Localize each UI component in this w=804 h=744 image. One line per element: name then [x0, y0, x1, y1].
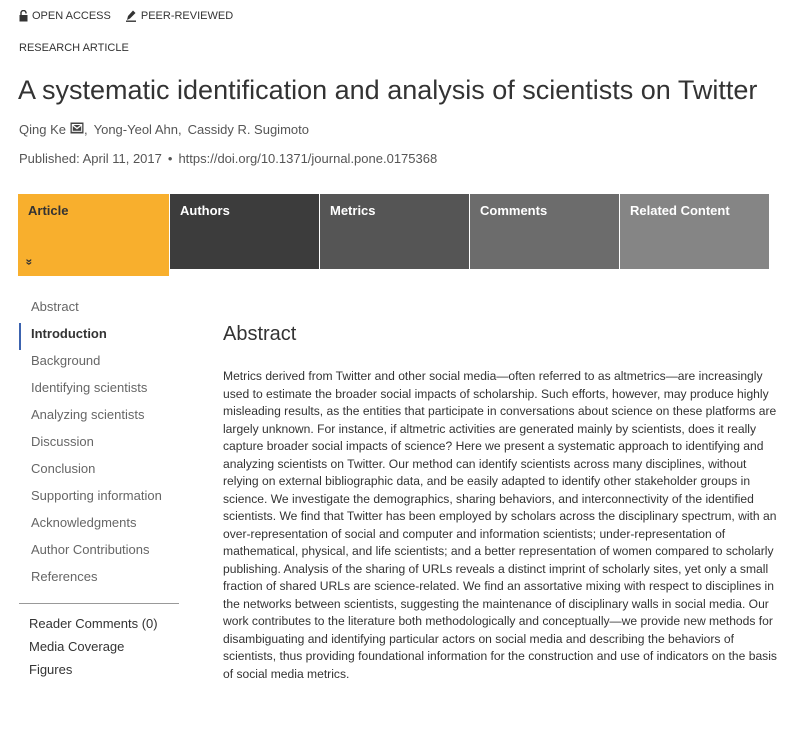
peer-reviewed-badge: [125, 9, 233, 22]
article-title: A systematic identification and analysis of scientists on Twitter: [18, 75, 758, 105]
author-separator: ,: [177, 122, 182, 137]
article-type: RESEARCH ARTICLE: [19, 42, 129, 54]
tab-label: Metrics: [330, 203, 376, 218]
doi-link[interactable]: https://doi.org/10.1371/journal.pone.0175368: [178, 151, 438, 166]
author-list: [19, 122, 309, 137]
peer-reviewed-label: PEER-REVIEWED: [140, 9, 234, 22]
tab-label: Article: [28, 203, 69, 218]
open-access-badge: [19, 9, 111, 22]
toc-item-conclusion[interactable]: Conclusion: [31, 461, 96, 476]
abstract-heading: Abstract: [223, 323, 297, 345]
toc-item-author-contributions[interactable]: Author Contributions: [31, 542, 150, 557]
section-navigation: [19, 296, 179, 593]
toc-item-acknowledgments[interactable]: Acknowledgments: [31, 515, 137, 530]
pen-check-icon: [125, 9, 137, 22]
tab-label: Authors: [180, 203, 230, 218]
article-badges: [19, 9, 233, 22]
author-link[interactable]: Qing Ke: [19, 122, 66, 137]
media-coverage-link[interactable]: Media Coverage: [29, 639, 125, 654]
email-icon[interactable]: [70, 122, 84, 137]
toc-item-references[interactable]: References: [31, 569, 98, 584]
author-link[interactable]: Yong-Yeol Ahn: [93, 122, 178, 137]
toc-item-analyzing-scientists[interactable]: Analyzing scientists: [31, 407, 145, 422]
tab-label: Comments: [480, 203, 548, 218]
bullet-separator: •: [167, 151, 173, 166]
tab-metrics[interactable]: [319, 194, 469, 269]
toc-item-discussion[interactable]: Discussion: [31, 434, 94, 449]
article-tabs: [18, 194, 769, 276]
tab-authors[interactable]: [169, 194, 319, 269]
author-separator: ,: [83, 122, 88, 137]
toc-item-introduction[interactable]: Introduction: [19, 323, 179, 350]
toc-item-background[interactable]: Background: [31, 353, 101, 368]
toc-item-abstract[interactable]: Abstract: [31, 299, 79, 314]
chevron-down-icon: »: [22, 258, 37, 266]
published-date: Published: April 11, 2017: [19, 151, 162, 166]
open-lock-icon: [19, 10, 28, 22]
tab-related-content[interactable]: [619, 194, 769, 269]
extra-links: [29, 614, 158, 683]
open-access-label: OPEN ACCESS: [32, 9, 111, 22]
figures-link[interactable]: Figures: [29, 662, 73, 677]
publication-info: [19, 151, 437, 166]
author-link[interactable]: Cassidy R. Sugimoto: [187, 122, 309, 137]
tab-comments[interactable]: [469, 194, 619, 269]
tab-article[interactable]: [18, 194, 169, 276]
reader-comments-link[interactable]: Reader Comments (0): [29, 616, 158, 631]
toc-item-identifying-scientists[interactable]: Identifying scientists: [31, 380, 148, 395]
abstract-text: Metrics derived from Twitter and other social media—often referred to as altmetrics—are increasingly used to estimate the broader social impacts of scholarship. Such efforts, however, may produce highly misleading results, as the entities that participate in conversations about science on these platforms are largely unknown. For instance, if altmetric activities are generated mainly by scientists, does it really capture broader social impacts of science? Here we present a systematic approach to identifying and analyzing scientists on Twitter. Our method can identify scientists across many disciplines, without relying on external bibliographic data, and be easily adapted to identify other stakeholder groups in science. We investigate the demographics, sharing behaviors, and interconnectivity of the identified scientists. We find that Twitter has been employed by scholars across the disciplinary spectrum, with an over-representation of social and computer and information scientists; under-representation of mathematical, physical, and life scientists; and a better representation of women compared to scholarly publishing. Analysis of the sharing of URLs reveals a distinct imprint of scholarly sites, yet only a small fraction of shared URLs are science-related. We find an assortative mixing with respect to disciplines in the networks between scientists, suggesting the maintenance of disciplinary walls in social media. Our work contributes to the literature both methodologically and conceptually—we provide new methods for disambiguating and identifying particular actors on social media and describing the behaviors of scientists, thus providing foundational information for the construction and use of indicators on the basis of social media metrics.: [223, 369, 777, 681]
nav-divider: [19, 603, 179, 604]
tab-label: Related Content: [630, 203, 730, 218]
toc-item-supporting-information[interactable]: Supporting information: [31, 488, 162, 503]
